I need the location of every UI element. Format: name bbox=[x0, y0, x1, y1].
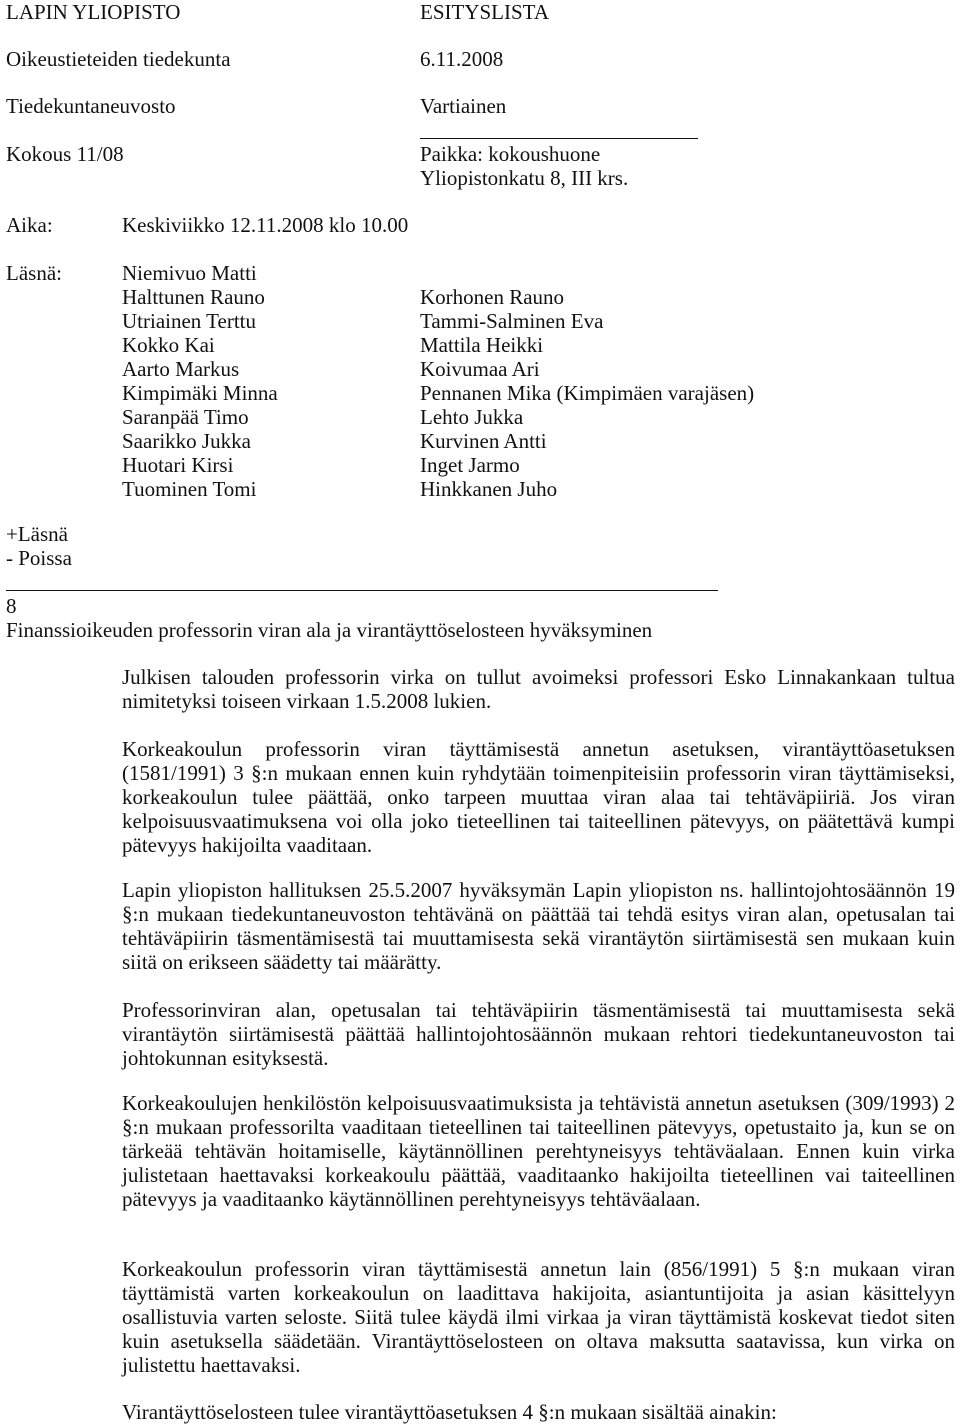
time-label: Aika: bbox=[6, 213, 53, 237]
item-paragraph-2: Korkeakoulun professorin viran täyttämisestä annetun asetuksen, virantäyttöasetuksen (1581/1991) 3 §:n mukaan ennen kuin ryhdytään toimenpiteisiin professorin viran täyttämiseksi, korkeakoulun tulee päättää, onko tarpeen muuttaa viran alaa tai tehtäväpiiriä. Jos viran kelpoisuusvaatimuksena voi olla joko tieteellinen tai taiteellinen pätevyys, on päätettävä kumpi pätevyys hakijoilta vaaditaan. bbox=[122, 737, 955, 857]
item-paragraph-6: Korkeakoulun professorin viran täyttämisestä annetun lain (856/1991) 5 §:n mukaan viran täyttämistä varten korkeakoulun on laadittava hakijoita, asiantuntijoita ja asian käsittelyyn osallistuvia varten seloste. Siitä tulee käydä ilmi virkaa ja viran täyttämistä koskevat tiedot siten kuin asetuksella säädetään. Virantäyttöselosteen on oltava maksutta saatavissa, kun virka on julistettu haettavaksi. bbox=[122, 1257, 955, 1377]
item-paragraph-5: Korkeakoulujen henkilöstön kelpoisuusvaatimuksista ja tehtävistä annetun asetuksen (309/1993) 2 §:n mukaan professorilta vaaditaan tieteellinen tai taiteellinen pätevyys, opetustaito ja, kun se on tärkeää tehtävän hoitamiselle, käytännöllinen perehtyneisyys tehtäväalaan. Ennen kuin virka julistetaan haettavaksi korkeakoulu päättää, vaaditaanko hakijoilta tieteellinen vai taiteellinen pätevyys ja vaaditaanko käytännöllinen perehtyneisyys tehtäväalaan. bbox=[122, 1091, 955, 1211]
item-title: Finanssioikeuden professorin viran ala ja virantäyttöselosteen hyväksyminen bbox=[6, 618, 653, 642]
attendee-name: Halttunen Rauno bbox=[122, 285, 265, 309]
section-rule bbox=[6, 590, 718, 591]
attendee-name: Inget Jarmo bbox=[420, 453, 520, 477]
attendee-name: Saranpää Timo bbox=[122, 405, 249, 429]
item-paragraph-7: Virantäyttöselosteen tulee virantäyttöasetuksen 4 §:n mukaan sisältää ainakin: bbox=[122, 1400, 777, 1424]
meeting-place-line1: Paikka: kokoushuone bbox=[420, 142, 601, 166]
university-name: LAPIN YLIOPISTO bbox=[6, 0, 181, 24]
attendee-name: Pennanen Mika (Kimpimäen varajäsen) bbox=[420, 381, 755, 405]
meeting-time: Keskiviikko 12.11.2008 klo 10.00 bbox=[122, 213, 409, 237]
item-number: 8 bbox=[6, 594, 17, 618]
document-date: 6.11.2008 bbox=[420, 47, 504, 71]
attendee-list-column-2 bbox=[420, 285, 754, 501]
document-type: ESITYSLISTA bbox=[420, 0, 549, 24]
header-rule bbox=[420, 138, 698, 139]
present-label: Läsnä: bbox=[6, 261, 62, 285]
council-name: Tiedekuntaneuvosto bbox=[6, 94, 176, 118]
attendee-name: Korhonen Rauno bbox=[420, 285, 565, 309]
attendee-name: Niemivuo Matti bbox=[122, 261, 257, 285]
attendee-name: Aarto Markus bbox=[122, 357, 240, 381]
attendee-name: Mattila Heikki bbox=[420, 333, 544, 357]
attendee-name: Kokko Kai bbox=[122, 333, 215, 357]
attendee-name: Hinkkanen Juho bbox=[420, 477, 558, 501]
attendee-name: Koivumaa Ari bbox=[420, 357, 540, 381]
document-author: Vartiainen bbox=[420, 94, 507, 118]
additional-present-label: +Läsnä bbox=[6, 522, 68, 546]
meeting-place-line2: Yliopistonkatu 8, III krs. bbox=[420, 166, 629, 190]
item-paragraph-1: Julkisen talouden professorin virka on tullut avoimeksi professori Esko Linnakankaan tultua nimitetyksi toiseen virkaan 1.5.2008 lukien. bbox=[122, 665, 955, 713]
item-paragraph-4: Professorinviran alan, opetusalan tai tehtäväpiirin täsmentämisestä tai muuttamisesta sekä virantäytön siirtämisestä päättää hallintojohtosäännön mukaan rehtori tiedekuntaneuvoston tai johtokunnan esityksestä. bbox=[122, 998, 955, 1070]
attendee-name: Utriainen Terttu bbox=[122, 309, 257, 333]
attendee-name: Saarikko Jukka bbox=[122, 429, 251, 453]
attendee-name: Tuominen Tomi bbox=[122, 477, 257, 501]
attendee-list-column-1 bbox=[122, 261, 278, 501]
attendee-name: Huotari Kirsi bbox=[122, 453, 234, 477]
faculty-name: Oikeustieteiden tiedekunta bbox=[6, 47, 231, 71]
attendee-name: Tammi-Salminen Eva bbox=[420, 309, 604, 333]
item-paragraph-3: Lapin yliopiston hallituksen 25.5.2007 hyväksymän Lapin yliopiston ns. hallintojohtosäännön 19 §:n mukaan tiedekuntaneuvoston tehtävänä on päättää tai tehdä esitys viran alan, opetusalan tai tehtäväpiirin täsmentämisestä tai muuttamisesta sekä virantäytön siirtämisestä sen mukaan kuin siitä on erikseen säädetty tai määrätty. bbox=[122, 878, 955, 974]
absent-label: - Poissa bbox=[6, 546, 72, 570]
attendee-name: Lehto Jukka bbox=[420, 405, 524, 429]
attendee-name: Kurvinen Antti bbox=[420, 429, 547, 453]
attendee-name: Kimpimäki Minna bbox=[122, 381, 278, 405]
meeting-number: Kokous 11/08 bbox=[6, 142, 124, 166]
